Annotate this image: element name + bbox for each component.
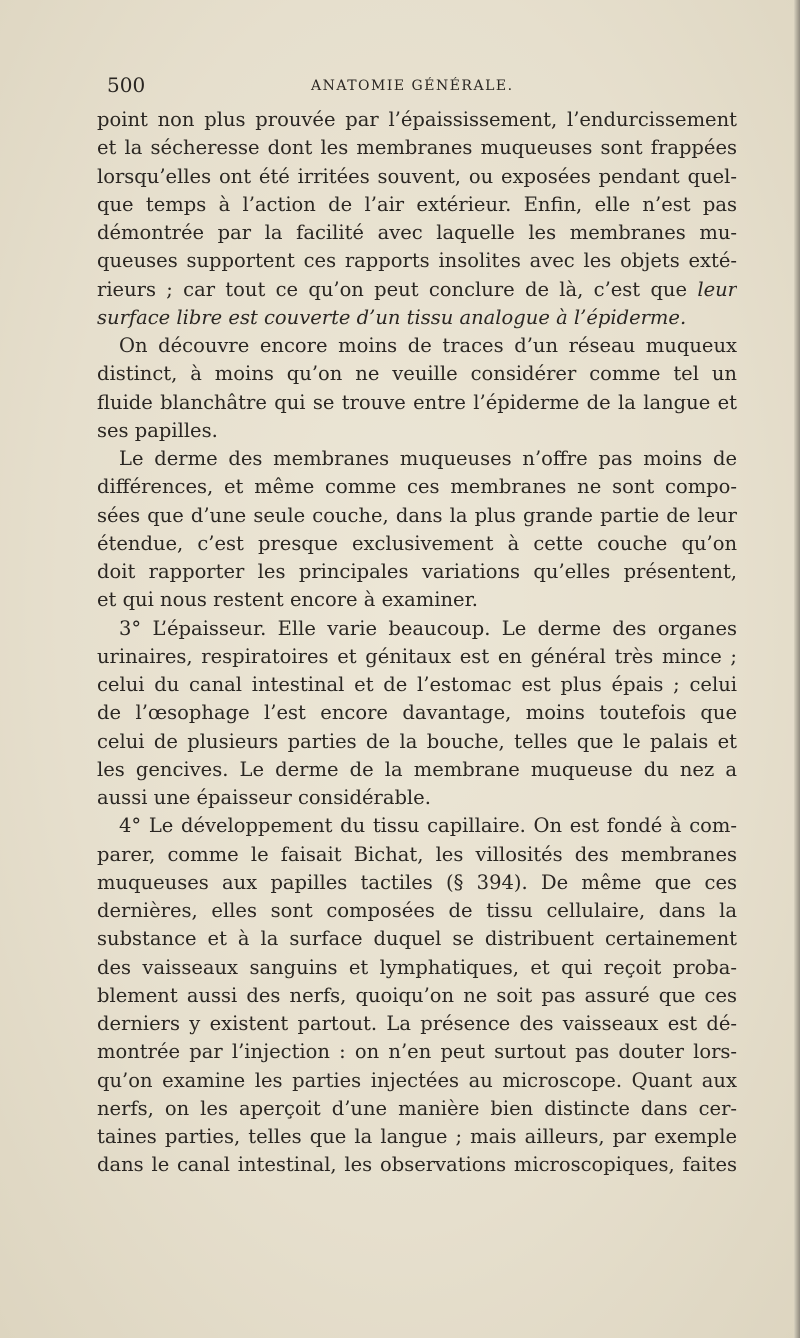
line-text: parer, comme le faisait Bichat, les villosités des membranes: [97, 842, 737, 866]
text-line: [97, 586, 737, 614]
text-line: [97, 473, 737, 501]
text-line: [97, 869, 737, 897]
text-line: [97, 728, 737, 756]
line-text: dans le canal intestinal, les observations microscopiques, faites: [97, 1153, 737, 1177]
text-line: [97, 247, 737, 275]
line-text: des vaisseaux sanguins et lymphatiques, et qui reçoit proba-: [97, 955, 737, 979]
text-line: [97, 925, 737, 953]
text-line: [97, 812, 737, 840]
text-line: [97, 191, 737, 219]
text-line: [97, 982, 737, 1010]
line-text: point non plus prouvée par l’épaississement, l’endurcissement: [97, 108, 737, 131]
line-text: urinaires, respiratoires et génitaux est en général très mince ;: [97, 644, 737, 668]
line-text: nerfs, on les aperçoit d’une manière bien distincte dans cer-: [97, 1096, 737, 1120]
text-line: [97, 502, 737, 530]
line-text: muqueuses aux papilles tactiles (§ 394). De même que ces: [97, 870, 737, 894]
text-line: [97, 106, 737, 134]
text-line: [97, 219, 737, 247]
text-line: [97, 1151, 737, 1179]
page-header: [97, 70, 737, 100]
line-text: sées que d’une seule couche, dans la plus grande partie de leur: [97, 503, 737, 527]
text-line: [97, 841, 737, 869]
line-text: doit rapporter les principales variations qu’elles présentent,: [97, 560, 737, 583]
line-text: différences, et même comme ces membranes ne sont compo-: [97, 475, 737, 499]
line-text: les gencives. Le derme de la membrane muqueuse du nez a: [97, 757, 737, 781]
line-text: qu’on examine les parties injectées au microscope. Quant aux: [97, 1068, 737, 1092]
text-line: [97, 417, 737, 445]
text-line: [97, 163, 737, 191]
text-line: [97, 615, 737, 643]
line-text: blement aussi des nerfs, quoiqu’on ne soit pas assuré que ces: [97, 983, 737, 1007]
text-line: [97, 389, 737, 417]
line-text: fluide blanchâtre qui se trouve entre l’épiderme de la langue et: [97, 390, 737, 414]
line-text: de l’œsophage l’est encore davantage, moins toutefois que: [97, 701, 737, 725]
line-text: celui du canal intestinal et de l’estomac est plus épais ; celui: [97, 673, 737, 696]
text-line: [97, 784, 737, 812]
text-line: [97, 1067, 737, 1095]
text-line: [97, 1038, 737, 1066]
line-text: montrée par l’injection : on n’en peut surtout pas douter lors-: [97, 1040, 737, 1064]
line-text: 4° Le développement du tissu capillaire. On est fondé à com-: [119, 814, 737, 838]
line-text: 3° L’épaisseur. Elle varie beaucoup. Le derme des organes: [119, 616, 737, 640]
line-text: et la sécheresse dont les membranes muqueuses sont frappées: [97, 136, 737, 160]
text-line: [97, 699, 737, 727]
line-text: On découvre encore moins de traces d’un réseau muqueux: [119, 334, 737, 357]
line-text: démontrée par la facilité avec laquelle les membranes mu-: [97, 221, 737, 244]
line-text: taines parties, telles que la langue ; mais ailleurs, par exemple: [97, 1125, 737, 1148]
text-line: [97, 756, 737, 784]
text-line: [97, 897, 737, 925]
text-line: [97, 671, 737, 699]
line-text: queuses supportent ces rapports insolites avec les objets exté-: [97, 249, 737, 273]
text-line: [97, 445, 737, 473]
line-text: distinct, à moins qu’on ne veuille considérer comme tel un: [97, 362, 737, 386]
line-text: que temps à l’action de l’air extérieur. Enfin, elle n’est pas: [97, 192, 737, 216]
text-line: [97, 332, 737, 360]
text-line: [97, 954, 737, 982]
line-text: ses papilles.: [97, 418, 218, 442]
line-text: rieurs ; car tout ce qu’on peut conclure de là, c’est que: [97, 277, 698, 301]
line-text: dernières, elles sont composées de tissu cellulaire, dans la: [97, 899, 737, 922]
line-text: celui de plusieurs parties de la bouche, telles que le palais et: [97, 729, 737, 753]
line-text: lorsqu’elles ont été irritées souvent, ou exposées pendant quel-: [97, 164, 737, 188]
running-head: ANATOMIE GÉNÉRALE.: [311, 78, 514, 94]
line-text: et qui nous restent encore à examiner.: [97, 588, 478, 612]
text-line: [97, 1095, 737, 1123]
text-line: [97, 1123, 737, 1151]
text-line: [97, 134, 737, 162]
line-text: étendue, c’est presque exclusivement à cette couche qu’on: [97, 531, 737, 555]
line-text: substance et à la surface duquel se distribuent certainement: [97, 927, 737, 951]
text-line: [97, 304, 737, 332]
page-number: 500: [107, 73, 146, 97]
text-line: [97, 530, 737, 558]
italic-text: leur: [697, 277, 737, 301]
text-line: [97, 643, 737, 671]
page-edge-shadow: [794, 0, 800, 1338]
italic-text: surface libre est couverte d’un tissu analogue à l’épiderme.: [97, 305, 687, 329]
body-text: [97, 106, 737, 1180]
line-text: derniers y existent partout. La présence des vaisseaux est dé-: [97, 1012, 737, 1035]
text-line: [97, 360, 737, 388]
line-text: Le derme des membranes muqueuses n’offre pas moins de: [119, 447, 737, 470]
text-line: [97, 1010, 737, 1038]
text-line: [97, 276, 737, 304]
text-line: [97, 558, 737, 586]
line-text: aussi une épaisseur considérable.: [97, 786, 431, 809]
